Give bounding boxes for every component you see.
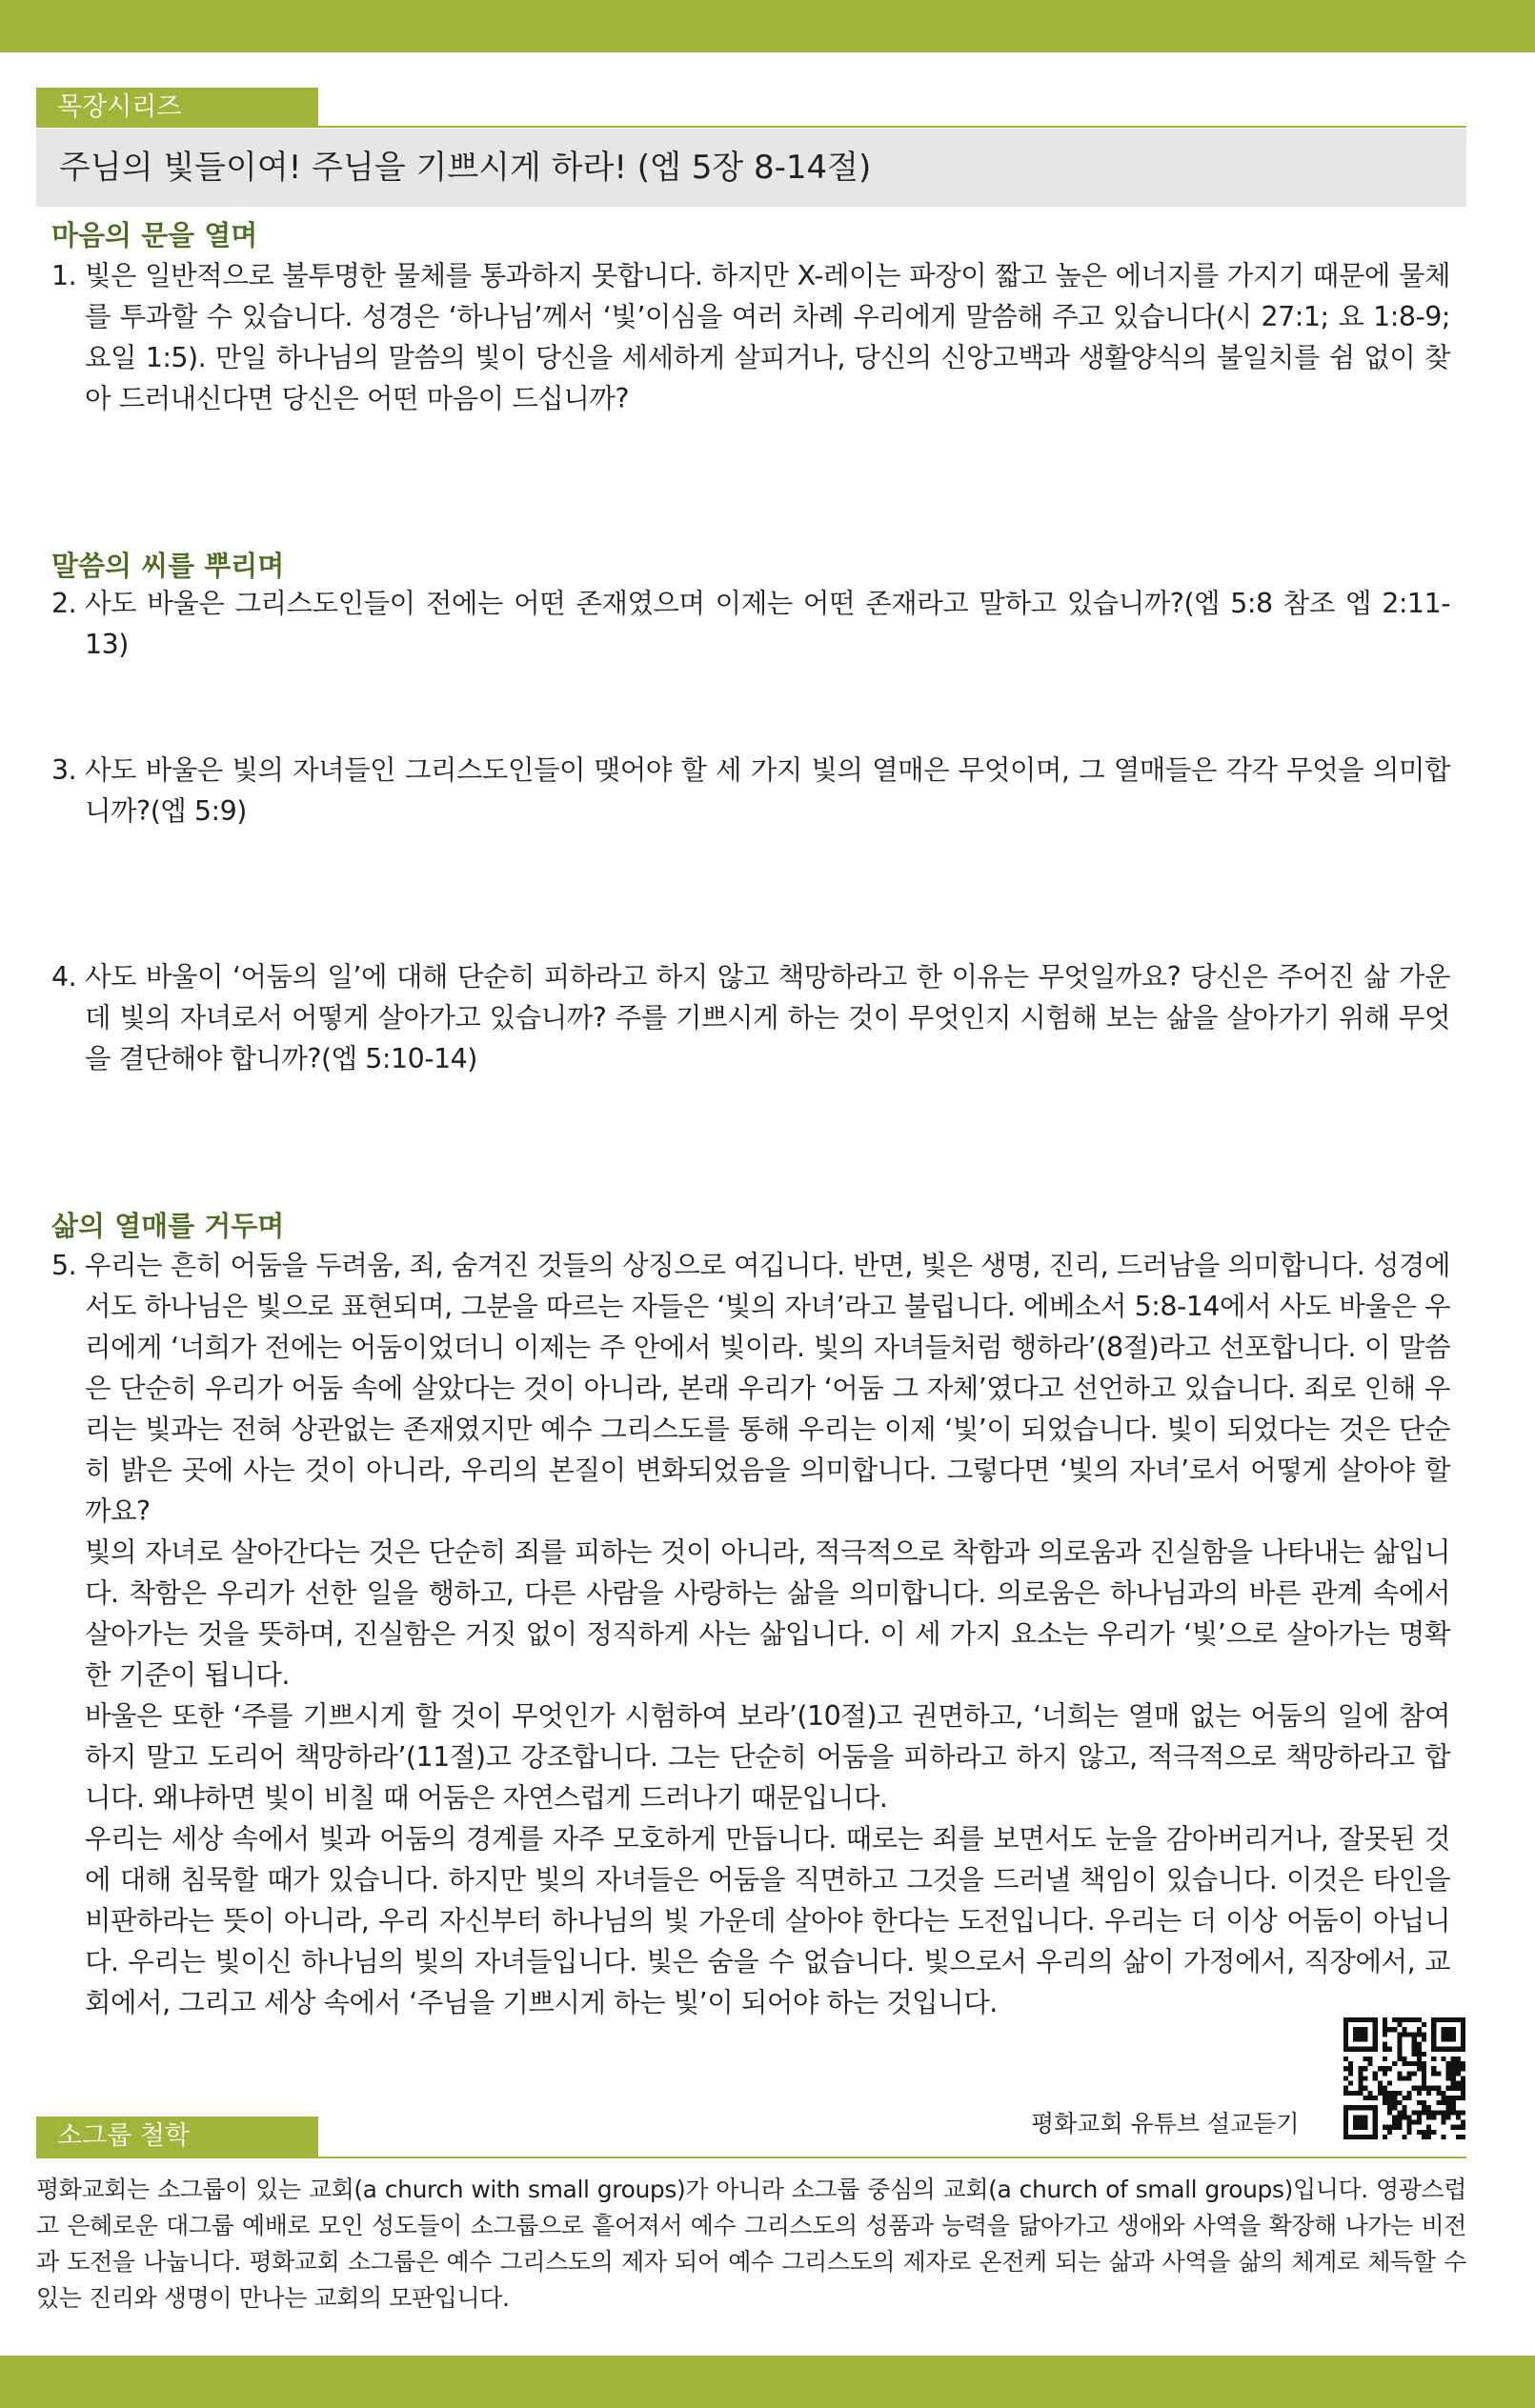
top-band: [0, 0, 1535, 52]
divider: [36, 126, 1466, 128]
question-3: [51, 750, 1450, 832]
section-heading-harvest: 삶의 열매를 거두며: [51, 1210, 285, 1242]
divider: [36, 2157, 1466, 2158]
question-1: [51, 255, 1450, 419]
answer-paragraph: 빛의 자녀로 살아간다는 것은 단순히 죄를 피하는 것이 아니라, 적극적으로 착함과 의로움과 진실함을 나타내는 삶입니다. 착함은 우리가 선한 일을 행하고, 다른 사람을 사랑하는 삶을 의미합니다. 의로움은 하나님과의 바른 관계 속에서 살아가는 것을 뜻하며, 진실함은 거짓 없이 정직하게 사는 삶입니다. 이 세 가지 요소는 우리가 ‘빛’으로 살아가는 명확한 기준이 됩니다.: [85, 1536, 1450, 1691]
question-4: [51, 956, 1450, 1079]
question-number: 5.: [51, 1250, 77, 1281]
bottom-band: [0, 2356, 1535, 2408]
question-number: 1.: [51, 260, 77, 291]
qr-code-icon[interactable]: [1343, 2017, 1465, 2139]
question-number: 2.: [51, 588, 77, 619]
section-heading-open-heart: 마음의 문을 열며: [51, 219, 258, 251]
page-title: 주님의 빛들이여! 주님을 기쁘시게 하라! (엡 5장 8-14절): [36, 129, 1466, 207]
philosophy-text: 평화교회는 소그룹이 있는 교회(a church with small groups)가 아니라 소그룹 중심의 교회(a church of small groups)입니다. 영광스럽고 은혜로운 대그룹 예배로 모인 성도들이 소그룹으로 흩어져서 예수 그리스도의 성품과 능력을 닮아가고 생애와 사역을 확장해 나가는 비전과 도전을 나눕니다. 평화교회 소그룹은 예수 그리스도의 제자 되어 예수 그리스도의 제자로 온전케 되는 삶과 사역을 삶의 체계로 체득할 수 있는 진리와 생명이 만나는 교회의 모판입니다.: [36, 2176, 1466, 2312]
qr-caption: 평화교회 유튜브 설교듣기: [1031, 2110, 1300, 2137]
question-number: 4.: [51, 961, 77, 993]
question-text: 빛은 일반적으로 불투명한 물체를 통과하지 못합니다. 하지만 X-레이는 파장이 짧고 높은 에너지를 가지기 때문에 물체를 투과할 수 있습니다. 성경은 ‘하나님’께서 ‘빛’이심을 여러 차례 우리에게 말씀해 주고 있습니다(시 27:1; 요 1:8-9; 요일 1:5). 만일 하나님의 말씀의 빛이 당신을 세세하게 살피거나, 당신의 신앙고백과 생활양식의 불일치를 쉼 없이 찾아 드러내신다면 당신은 어떤 마음이 드십니까?: [85, 260, 1450, 414]
answer-paragraph: 우리는 세상 속에서 빛과 어둠의 경계를 자주 모호하게 만듭니다. 때로는 죄를 보면서도 눈을 감아버리거나, 잘못된 것에 대해 침묵할 때가 있습니다. 하지만 빛의 자녀들은 어둠을 직면하고 그것을 드러낼 책임이 있습니다. 이것은 타인을 비판하라는 뜻이 아니라, 우리 자신부터 하나님의 빛 가운데 살아야 한다는 도전입니다. 우리는 더 이상 어둠이 아닙니다. 우리는 빛이신 하나님의 빛의 자녀들입니다. 빛은 숨을 수 없습니다. 빛으로서 우리의 삶이 가정에서, 직장에서, 교회에서, 그리고 세상 속에서 ‘주님을 기쁘시게 하는 빛’이 되어야 하는 것입니다.: [85, 1823, 1450, 2018]
question-number: 3.: [51, 754, 77, 786]
question-2: [51, 583, 1450, 665]
question-text: 사도 바울이 ‘어둠의 일’에 대해 단순히 피하라고 하지 않고 책망하라고 한 이유는 무엇일까요? 당신은 주어진 삶 가운데 빛의 자녀로서 어떻게 살아가고 있습니까? 주를 기쁘시게 하는 것이 무엇인지 시험해 보는 삶을 살아가기 위해 무엇을 결단해야 합니까?(엡 5:10-14): [85, 961, 1450, 1074]
answer-paragraph: 바울은 또한 ‘주를 기쁘시게 할 것이 무엇인가 시험하여 보라’(10절)고 권면하고, ‘너희는 열매 없는 어둠의 일에 참여하지 말고 도리어 책망하라’(11절)고 강조합니다. 그는 단순히 어둠을 피하라고 하지 않고, 적극적으로 책망하라고 합니다. 왜냐하면 빛이 비칠 때 어둠은 자연스럽게 드러나기 때문입니다.: [85, 1700, 1450, 1814]
question-text: 사도 바울은 빛의 자녀들인 그리스도인들이 맺어야 할 세 가지 빛의 열매은 무엇이며, 그 열매들은 각각 무엇을 의미합니까?(엡 5:9): [85, 754, 1450, 827]
answer-paragraph: 우리는 흔히 어둠을 두려움, 죄, 숨겨진 것들의 상징으로 여깁니다. 반면, 빛은 생명, 진리, 드러남을 의미합니다. 성경에서도 하나님은 빛으로 표현되며, 그분을 따르는 자들은 ‘빛의 자녀’라고 불립니다. 에베소서 5:8-14에서 사도 바울은 우리에게 ‘너희가 전에는 어둠이었더니 이제는 주 안에서 빛이라. 빛의 자녀들처럼 행하라’(8절)라고 선포합니다. 이 말씀은 단순히 우리가 어둠 속에 살았다는 것이 아니라, 본래 우리가 ‘어둠 그 자체’였다고 선언하고 있습니다. 죄로 인해 우리는 빛과는 전혀 상관없는 존재였지만 예수 그리스도를 통해 우리는 이제 ‘빛’이 되었습니다. 빛이 되었다는 것은 단순히 밝은 곳에 사는 것이 아니라, 우리의 본질이 변화되었음을 의미합니다. 그렇다면 ‘빛의 자녀’로서 어떻게 살아야 할까요?: [85, 1250, 1450, 1527]
series-label: 목장시리즈: [36, 88, 318, 128]
philosophy-label: 소그룹 철학: [36, 2117, 318, 2157]
question-text: 사도 바울은 그리스도인들이 전에는 어떤 존재였으며 이제는 어떤 존재라고 말하고 있습니까?(엡 5:8 참조 엡 2:11-13): [85, 588, 1450, 660]
question-5: [51, 1245, 1450, 2023]
section-heading-sow-word: 말씀의 씨를 뿌리며: [51, 550, 285, 582]
